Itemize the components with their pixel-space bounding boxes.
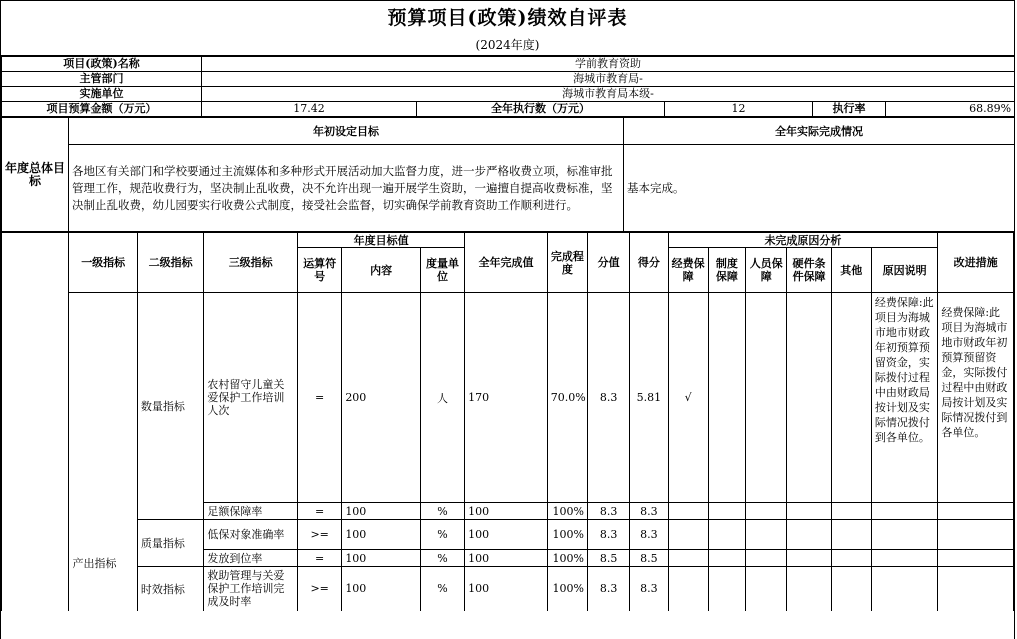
header-score: 得分 xyxy=(630,233,668,293)
unit-cell: % xyxy=(420,503,464,520)
header-completed: 全年完成值 xyxy=(465,233,548,293)
initial-goal-text: 各地区有关部门和学校要通过主流媒体和多种形式开展活动加大监督力度，进一步严格收费立项，标准审批管理工作，规范收费行为，坚决制止乱收费，决不允许出现一遍开展学生资助，一遍擅自提高收费标准，坚决制止乱收费，幼儿园要实行收费公式制度，接受社会监督，切实确保学前教育资助工作顺利进行。 xyxy=(69,145,624,232)
table-row xyxy=(2,520,1014,550)
measures-cell: 经费保障:此项目为海城市地市财政年初预算预留资金，实际拨付过程中由财政局按计划及实际情况拨付到各单位。 xyxy=(938,293,1014,503)
operator-cell: = xyxy=(298,550,342,567)
score-cell: 5.81 xyxy=(630,293,668,503)
hardware-cell xyxy=(787,293,831,503)
header-level3: 三级指标 xyxy=(204,233,298,293)
level2-cell: 时效指标 xyxy=(137,567,203,611)
operator-cell: >= xyxy=(298,520,342,550)
budget-label: 项目预算金额（万元） xyxy=(2,102,202,117)
table-row xyxy=(2,567,1014,611)
degree-cell: 100% xyxy=(547,550,587,567)
header-other: 其他 xyxy=(831,248,871,293)
header-hardware: 硬件条件保障 xyxy=(787,248,831,293)
header-score-value: 分值 xyxy=(588,233,630,293)
unit-label: 实施单位 xyxy=(2,87,202,102)
header-system: 制度保障 xyxy=(708,248,745,293)
level3-cell: 救助管理与关爱保护工作培训完成及时率 xyxy=(204,567,298,611)
content-cell: 100 xyxy=(342,550,421,567)
header-level1: 一级指标 xyxy=(69,233,137,293)
goals-table xyxy=(1,117,1015,232)
header-unit: 度量单位 xyxy=(420,248,464,293)
header-measures: 改进措施 xyxy=(938,233,1014,293)
goals-row-label: 年度总体目标 xyxy=(2,118,69,232)
operator-cell: >= xyxy=(298,567,342,611)
exec-value: 12 xyxy=(665,102,813,117)
done-cell: 100 xyxy=(465,567,548,611)
value-cell: 8.5 xyxy=(588,550,630,567)
header-level2: 二级指标 xyxy=(137,233,203,293)
content-cell: 100 xyxy=(342,520,421,550)
header-reason-analysis: 未完成原因分析 xyxy=(668,233,938,248)
level2-cell: 质量指标 xyxy=(137,520,203,567)
rate-label: 执行率 xyxy=(813,102,886,117)
initial-goal-header: 年初设定目标 xyxy=(69,118,624,145)
value-cell: 8.3 xyxy=(588,567,630,611)
level3-cell: 低保对象准确率 xyxy=(204,520,298,550)
indicator-table xyxy=(1,232,1014,611)
other-cell xyxy=(831,293,871,503)
value-cell: 8.3 xyxy=(588,503,630,520)
actual-goal-text: 基本完成。 xyxy=(624,145,1015,232)
level3-cell: 足额保障率 xyxy=(204,503,298,520)
operator-cell: = xyxy=(298,293,342,503)
degree-cell: 100% xyxy=(547,520,587,550)
score-cell: 8.3 xyxy=(630,503,668,520)
header-operator: 运算符号 xyxy=(298,248,342,293)
done-cell: 170 xyxy=(465,293,548,503)
project-name-label: 项目(政策)名称 xyxy=(2,57,202,72)
operator-cell: = xyxy=(298,503,342,520)
unit-cell: % xyxy=(420,550,464,567)
spacer-cell xyxy=(2,233,69,611)
rate-value: 68.89% xyxy=(886,102,1015,117)
header-reason-desc: 原因说明 xyxy=(871,248,937,293)
content-cell: 100 xyxy=(342,503,421,520)
degree-cell: 100% xyxy=(547,567,587,611)
unit-cell: % xyxy=(420,520,464,550)
page-subtitle: (2024年度) xyxy=(1,35,1014,56)
dept-value: 海城市教育局- xyxy=(202,72,1015,87)
system-cell xyxy=(708,293,745,503)
header-personnel: 人员保障 xyxy=(746,248,787,293)
content-cell: 100 xyxy=(342,567,421,611)
header-annual-target: 年度目标值 xyxy=(298,233,465,248)
exec-label: 全年执行数（万元） xyxy=(417,102,665,117)
level3-cell: 农村留守儿童关爱保护工作培训人次 xyxy=(204,293,298,503)
header-degree: 完成程度 xyxy=(547,233,587,293)
done-cell: 100 xyxy=(465,520,548,550)
score-cell: 8.5 xyxy=(630,550,668,567)
unit-cell: 人 xyxy=(420,293,464,503)
unit-value: 海城市教育局本级- xyxy=(202,87,1015,102)
unit-cell: % xyxy=(420,567,464,611)
header-funding: 经费保障 xyxy=(668,248,708,293)
value-cell: 8.3 xyxy=(588,520,630,550)
level2-cell: 数量指标 xyxy=(137,293,203,520)
page-title: 预算项目(政策)绩效自评表 xyxy=(387,7,628,29)
degree-cell: 70.0% xyxy=(547,293,587,503)
value-cell: 8.3 xyxy=(588,293,630,503)
score-cell: 8.3 xyxy=(630,567,668,611)
funding-check: √ xyxy=(668,293,708,503)
project-info-table xyxy=(1,56,1015,117)
done-cell: 100 xyxy=(465,503,548,520)
header-content: 内容 xyxy=(342,248,421,293)
level1-output: 产出指标 xyxy=(69,293,137,611)
actual-goal-header: 全年实际完成情况 xyxy=(624,118,1015,145)
done-cell: 100 xyxy=(465,550,548,567)
score-cell: 8.3 xyxy=(630,520,668,550)
level3-cell: 发放到位率 xyxy=(204,550,298,567)
budget-value: 17.42 xyxy=(202,102,417,117)
personnel-cell xyxy=(746,293,787,503)
reason-desc-cell: 经费保障:此项目为海城市地市财政年初预算预留资金，实际拨付过程中由财政局按计划及实际情况拨付到各单位。 xyxy=(871,293,937,503)
degree-cell: 100% xyxy=(547,503,587,520)
dept-label: 主管部门 xyxy=(2,72,202,87)
project-name-value: 学前教育资助 xyxy=(202,57,1015,72)
content-cell: 200 xyxy=(342,293,421,503)
table-row xyxy=(2,293,1014,503)
